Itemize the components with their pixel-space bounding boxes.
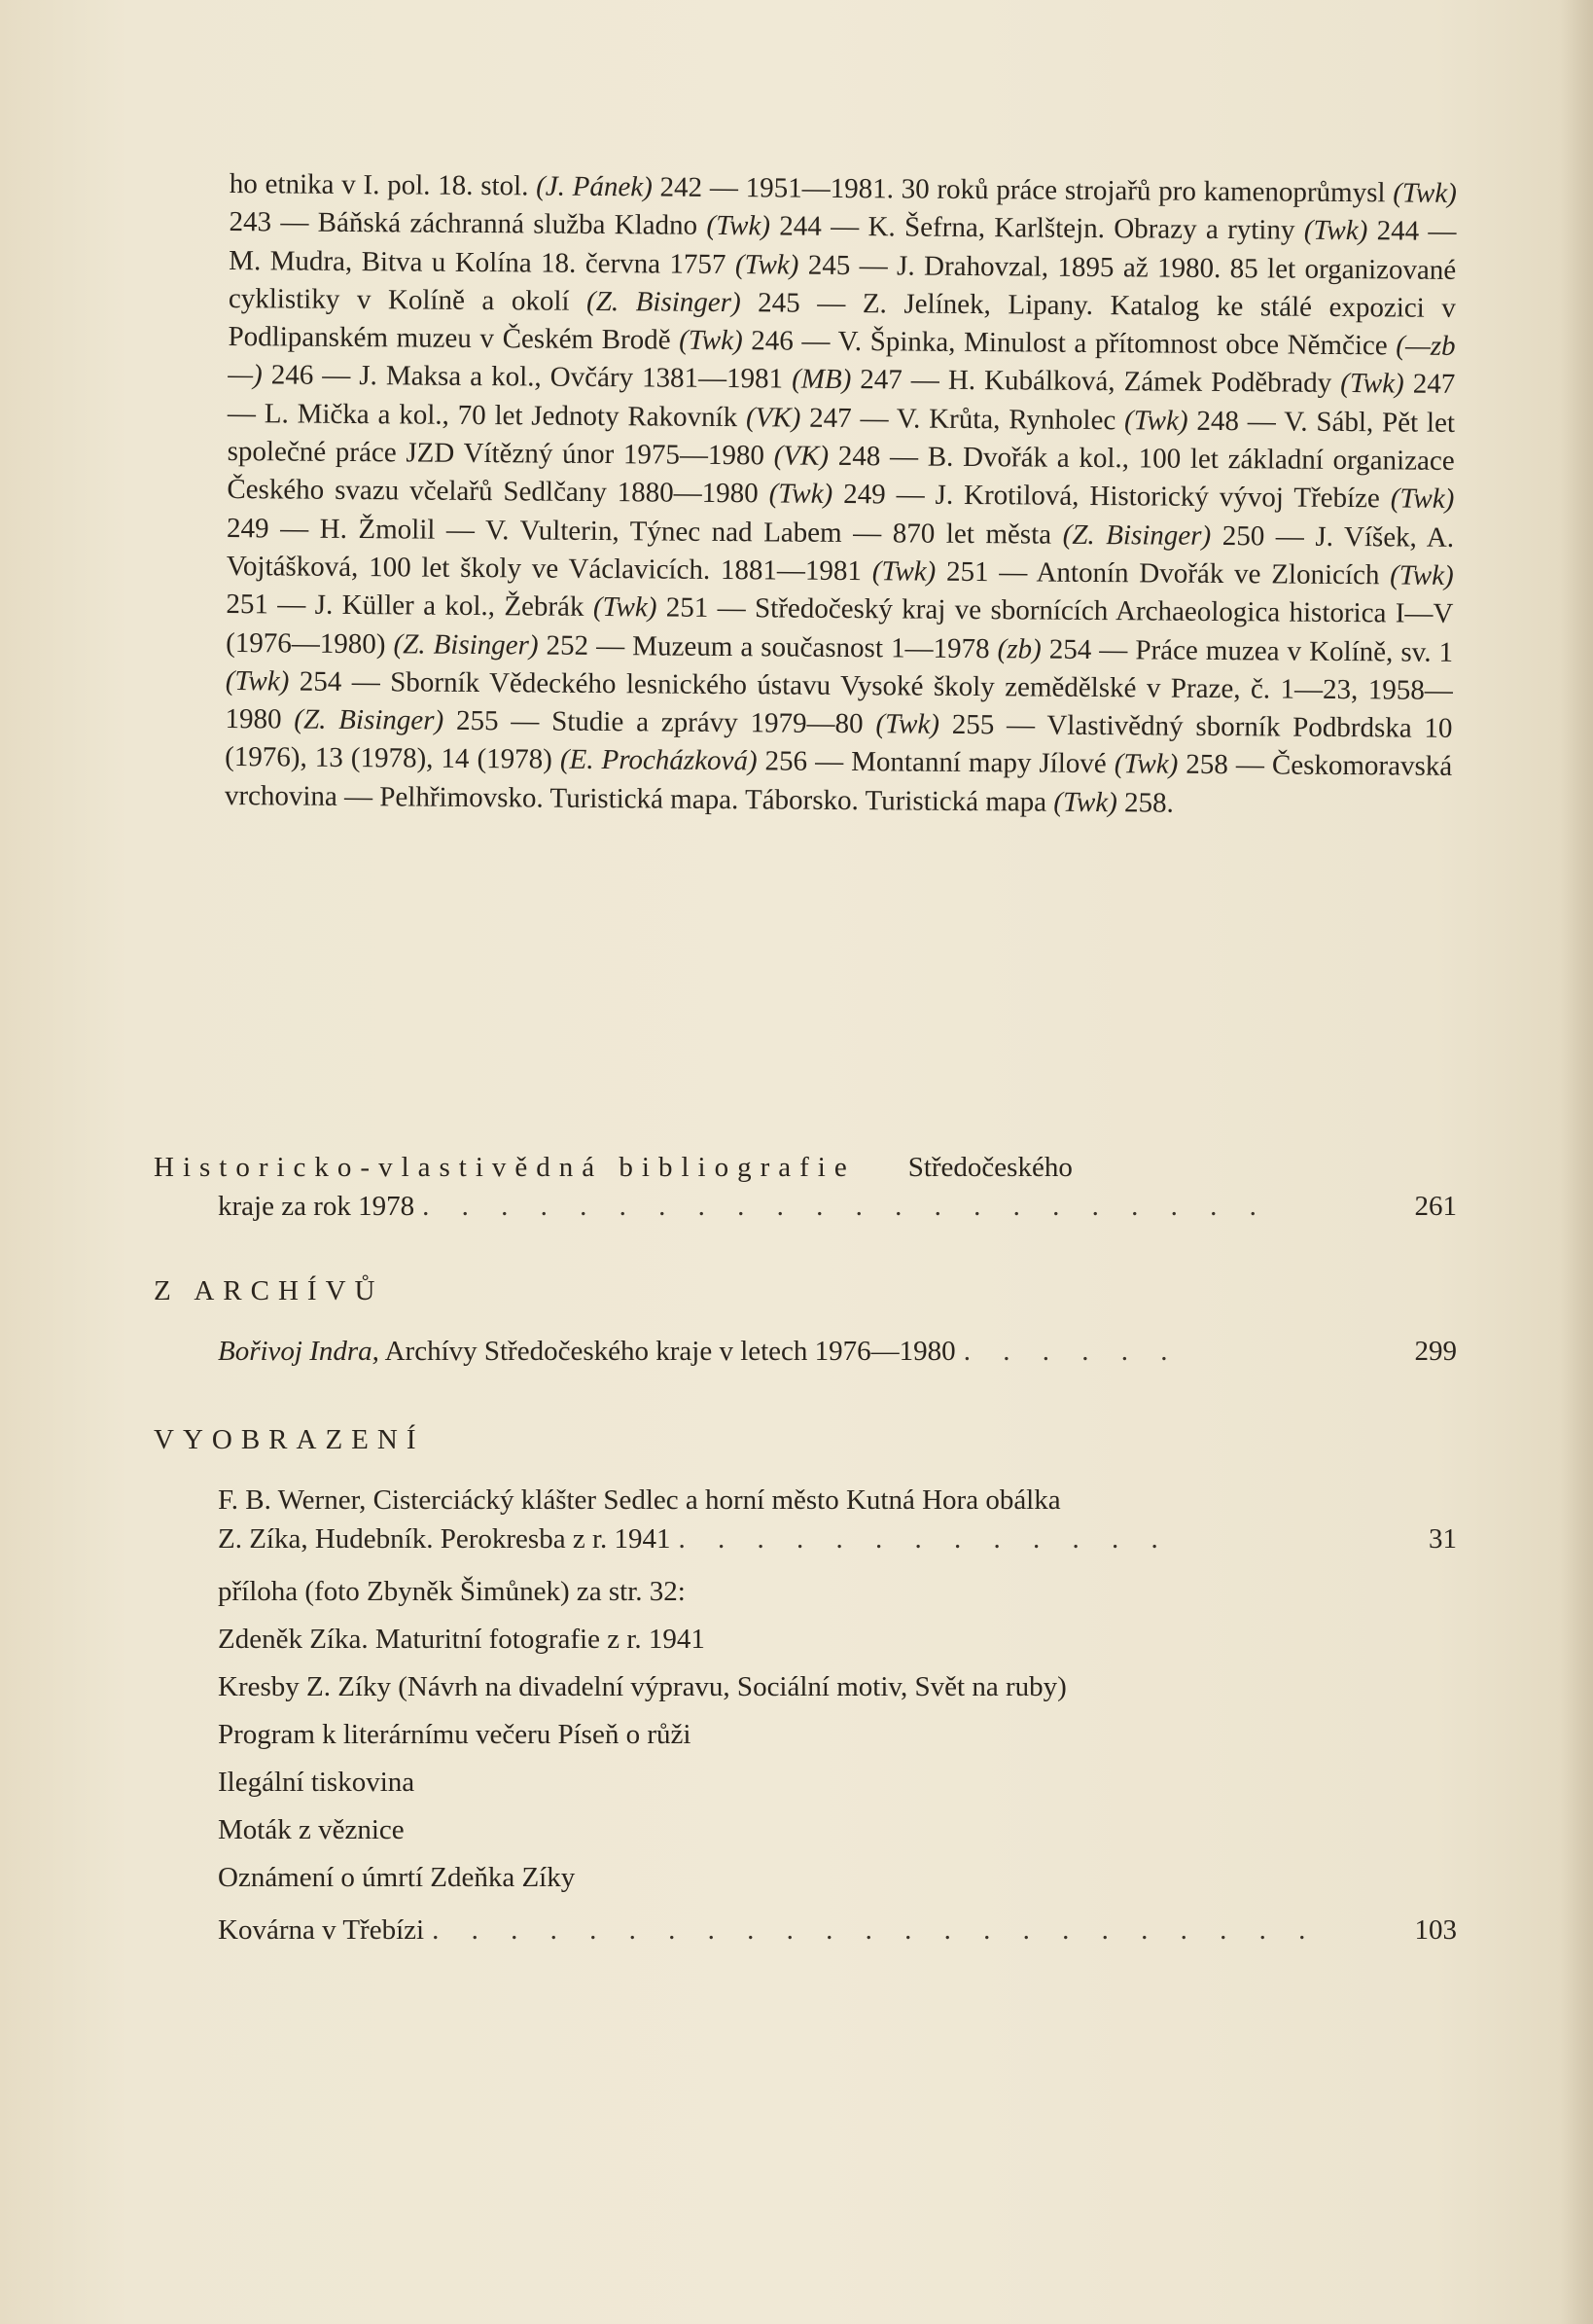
illustration-item: Zdeněk Zíka. Maturitní fotografie z r. 1941	[218, 1624, 705, 1655]
paragraph-text: 246 — J. Maksa a kol., Ovčáry 1381—1981	[262, 359, 793, 396]
archives-title: Archívy Středočeského kraje v letech 1976—1980	[384, 1336, 956, 1367]
reviewer-credit: (J. Pánek)	[536, 170, 653, 203]
illustration-item: Kresby Z. Zíky (Návrh na divadelní výpravu, Sociální motiv, Svět na ruby)	[218, 1671, 1067, 1702]
illustration-forge-row	[154, 1911, 1457, 1949]
illustration-supplement-note: příloha (foto Zbyněk Šimůnek) za str. 32:	[218, 1576, 686, 1607]
reviewer-credit: (Twk)	[592, 591, 657, 624]
paragraph-text: 248 — B. Dvořák a kol., 100 let základní organizace Českého svazu včelařů Sedlčany 1880—1980	[227, 440, 1455, 510]
reviewer-credit: (Twk)	[1124, 405, 1188, 437]
archives-section	[154, 1271, 1457, 1371]
paragraph-text: 242 — 1951—1981. 30 roků práce strojařů pro kamenoprůmysl	[652, 171, 1394, 209]
reviewer-credit: (Twk)	[768, 478, 833, 511]
reviewer-credit: (E. Procházková)	[559, 744, 758, 777]
paragraph-text: 252 — Muzeum a současnost 1—1978	[538, 629, 998, 664]
reviewer-credit: (Z. Bisinger)	[1062, 518, 1212, 552]
paragraph-text: 249 — J. Krotilová, Historický vývoj Třebíze	[832, 479, 1391, 515]
reviewer-credit: (VK)	[773, 440, 830, 472]
paragraph-text: 258.	[1116, 786, 1175, 819]
paragraph-text: 247 — H. Kubálková, Zámek Poděbrady	[851, 364, 1341, 400]
archives-author: Bořivoj Indra,	[218, 1336, 379, 1367]
reviewer-credit: (MB)	[792, 364, 852, 396]
illustration-item: Moták z věznice	[218, 1814, 405, 1845]
reviewer-credit: (Z. Bisinger)	[393, 627, 539, 661]
reviewer-credit: (Twk)	[1390, 559, 1454, 591]
continued-paragraph	[225, 165, 1457, 825]
paragraph-text: 244 — K. Šefrna, Karlštejn. Obrazy a rytiny	[769, 210, 1304, 246]
bibliography-heading	[154, 1148, 1457, 1187]
bibliography-page-number: 261	[1414, 1191, 1457, 1222]
reviewer-credit: (zb)	[997, 632, 1042, 665]
paragraph-text: 245 — J. Drahovzal, 1895 až 1980. 85 let organizované cyklistiky v Kolíně a okolí	[228, 249, 1457, 317]
archives-entry	[154, 1332, 1457, 1371]
paragraph-text: 254 — Sborník Vědeckého lesnického ústavu Vysoké školy zemědělské v Praze, č. 1—23, 1958—1980	[225, 665, 1453, 735]
paragraph-text: 246 — V. Špinka, Minulost a přítomnost obce Němčice	[742, 325, 1397, 362]
bibliography-subline: kraje za rok 1978	[218, 1191, 415, 1222]
paragraph-text: 245 — Z. Jelínek, Lipany. Katalog ke stálé expozici v Podlipanském muzeu v Českém Brodě	[228, 287, 1457, 356]
illustrations-section	[154, 1420, 1457, 1949]
paragraph-text: 247 — V. Krůta, Rynholec	[800, 402, 1125, 437]
reviewer-credit: (Twk)	[1393, 177, 1457, 209]
archives-page-number: 299	[1414, 1336, 1457, 1367]
illustration-forge: Kovárna v Třebízi	[218, 1914, 425, 1946]
illustration-zika-page-number: 31	[1429, 1523, 1457, 1555]
paragraph-text: 256 — Montanní mapy Jílové	[757, 745, 1115, 780]
bibliography-heading-text: Historicko-vlastivědná bibliografie	[154, 1152, 856, 1183]
paragraph-text: 244 — M. Mudra, Bitva u Kolína 18. června 1757	[229, 215, 1457, 280]
paragraph-text: 248 — V. Sábl, Pět let společné práce JZD Vítězný únor 1975—1980	[227, 405, 1456, 472]
paragraph-text: 250 — J. Víšek, A. Vojtášková, 100 let školy ve Václavicích. 1881—1981	[226, 519, 1455, 588]
reviewer-credit: (Z. Bisinger)	[586, 285, 741, 319]
illustration-item: Ilegální tiskovina	[218, 1767, 415, 1798]
reviewer-credit: (Twk)	[734, 248, 799, 281]
paragraph-text: 247 — L. Mička a kol., 70 let Jednoty Rakovník	[227, 368, 1456, 433]
paragraph-text: 255 — Vlastivědný sborník Podbrdska 10 (1976), 13 (1978), 14 (1978)	[225, 708, 1453, 776]
illustration-zika: Z. Zíka, Hudebník. Perokresba z r. 1941	[218, 1523, 671, 1555]
reviewer-credit: (Twk)	[225, 664, 290, 697]
reviewer-credit: (Twk)	[679, 324, 743, 357]
reviewer-credit: (Twk)	[1340, 368, 1404, 400]
reviewer-credit: (Twk)	[1303, 214, 1368, 247]
illustration-werner: F. B. Werner, Cisterciácký klášter Sedlec a horní město Kutná Hora obálka	[218, 1484, 1061, 1516]
reviewer-credit: (VK)	[745, 401, 801, 434]
paragraph-text: 251 — Antonín Dvořák ve Zlonicích	[936, 555, 1391, 591]
illustration-item: Program k literárnímu večeru Píseň o růži	[218, 1719, 691, 1750]
illustration-forge-page-number: 103	[1414, 1914, 1457, 1946]
illustration-zika-leader: . . . . . . . . . . . . .	[678, 1523, 1171, 1555]
paragraph-text: ho etnika v I. pol. 18. stol.	[229, 167, 537, 202]
reviewer-credit: (Z. Bisinger)	[294, 703, 444, 736]
paragraph-text: 251 — J. Küller a kol., Žebrák	[226, 589, 594, 624]
archives-leader: . . . . . .	[963, 1336, 1181, 1367]
reviewer-credit: (—zb—)	[228, 330, 1456, 391]
illustration-zika-row	[154, 1520, 1457, 1558]
bibliography-entry	[154, 1148, 1457, 1226]
illustration-forge-leader: . . . . . . . . . . . . . . . . . . . . . . .	[432, 1914, 1319, 1946]
illustration-item: Oznámení o úmrtí Zdeňka Zíky	[218, 1862, 576, 1893]
bibliography-leader: . . . . . . . . . . . . . . . . . . . . . .	[422, 1191, 1269, 1222]
reviewer-credit: (Twk)	[706, 210, 771, 242]
archives-heading: Z ARCHÍVŮ	[154, 1275, 384, 1306]
paragraph-text: 254 — Práce muzea v Kolíně, sv. 1	[1041, 633, 1454, 668]
reviewer-credit: (Twk)	[871, 555, 937, 588]
bibliography-leader-row	[154, 1187, 1457, 1226]
paragraph-text: 251 — Středočeský kraj ve sbornících Archaeologica historica I—V (1976—1980)	[226, 591, 1454, 660]
paragraph-text: 243 — Báňská záchranná služba Kladno	[229, 206, 707, 242]
reviewer-credit: (Twk)	[875, 708, 940, 740]
bibliography-heading-tail: Středočeského	[907, 1152, 1073, 1183]
reviewer-credit: (Twk)	[1114, 748, 1179, 781]
reviewer-credit: (Twk)	[1390, 483, 1455, 516]
paragraph-text: 255 — Studie a zprávy 1979—80	[443, 704, 876, 740]
reviewer-credit: (Twk)	[1053, 786, 1118, 818]
paragraph-text: 249 — H. Žmolil — V. Vulterin, Týnec nad Labem — 870 let města	[226, 512, 1063, 551]
paragraph-text: 258 — Českomoravská vrchovina — Pelhřimovsko. Turistická mapa. Táborsko. Turistická mapa	[224, 749, 1453, 818]
illustrations-heading: VYOBRAZENÍ	[154, 1424, 425, 1455]
